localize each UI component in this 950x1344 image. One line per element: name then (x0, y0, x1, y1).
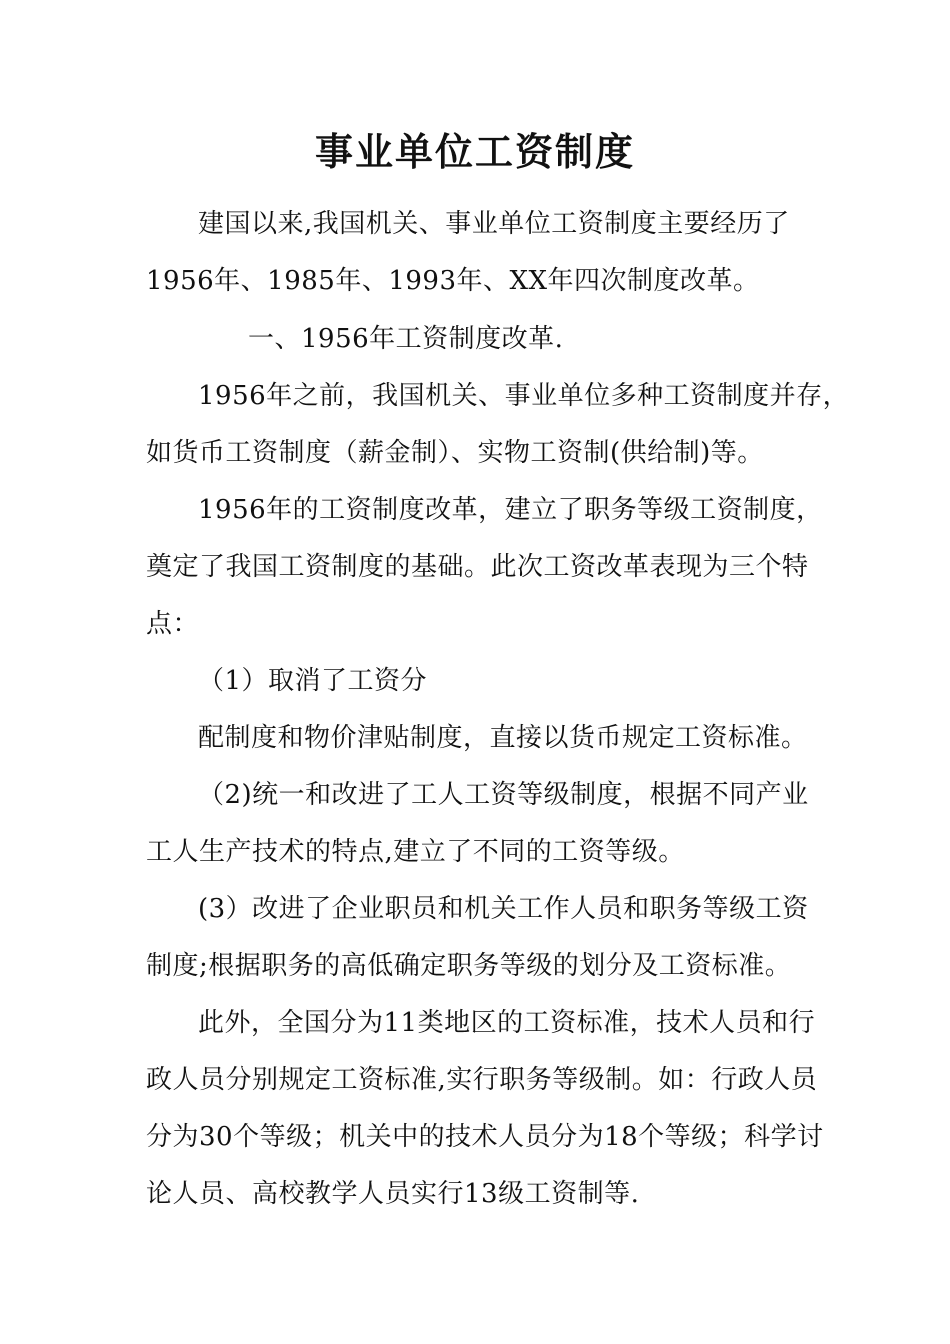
paragraph-line: 奠定了我国工资制度的基础。此次工资改革表现为三个特 (146, 552, 809, 582)
document-title: 事业单位工资制度 (314, 129, 635, 174)
paragraph-line: 1956年、1985年、1993年、XX年四次制度改革。 (146, 266, 760, 296)
paragraph-line: 分为30个等级；机关中的技术人员分为18个等级；科学讨 (146, 1122, 824, 1152)
paragraph-line: 论人员、高校教学人员实行13级工资制等. (146, 1179, 640, 1209)
paragraph-line: 政人员分别规定工资标准,实行职务等级制。如：行政人员 (146, 1065, 818, 1095)
list-item-line: （1）取消了工资分 (198, 666, 428, 696)
list-item-line: （2)统一和改进了工人工资等级制度，根据不同产业 (198, 780, 809, 810)
list-item-line: (3）改进了企业职员和机关工作人员和职务等级工资 (198, 894, 809, 924)
paragraph-line: 1956年的工资制度改革，建立了职务等级工资制度， (198, 495, 823, 525)
paragraph-line: 1956年之前，我国机关、事业单位多种工资制度并存， (198, 381, 850, 411)
paragraph-line: 建国以来,我国机关、事业单位工资制度主要经历了 (198, 209, 790, 239)
paragraph-line: 如货币工资制度（薪金制）、实物工资制(供给制)等。 (146, 438, 764, 468)
section-heading: 一、1956年工资制度改革. (248, 324, 564, 354)
paragraph-line: 工人生产技术的特点,建立了不同的工资等级。 (146, 837, 685, 867)
paragraph-line: 制度;根据职务的高低确定职务等级的划分及工资标准。 (146, 951, 792, 981)
paragraph-line: 配制度和物价津贴制度，直接以货币规定工资标准。 (198, 723, 808, 753)
paragraph-line: 此外，全国分为11类地区的工资标准，技术人员和行 (198, 1008, 816, 1038)
paragraph-line: 点： (146, 609, 200, 639)
